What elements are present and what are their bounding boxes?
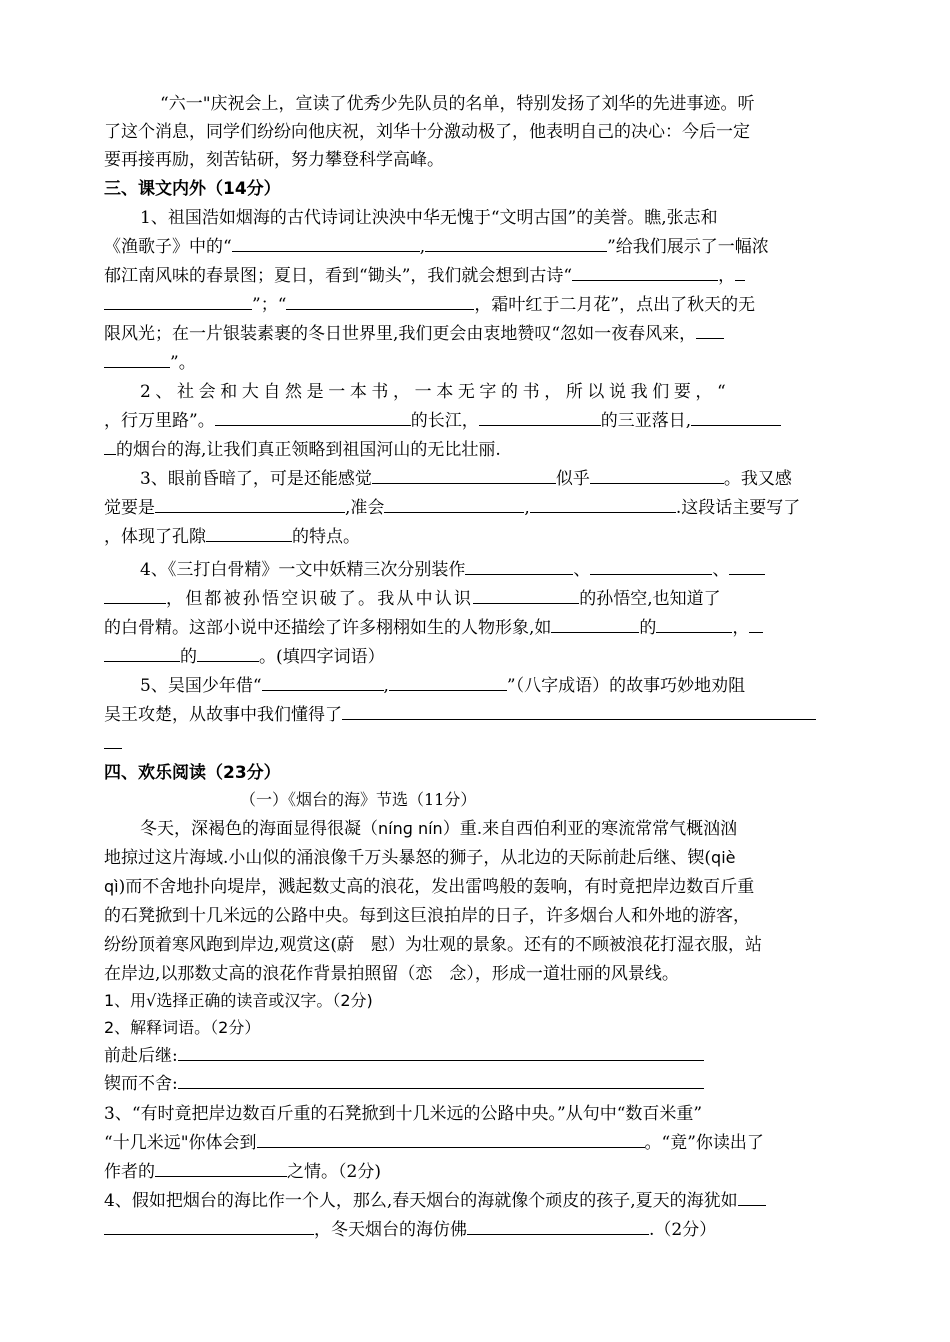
answer-blank[interactable]: [104, 731, 122, 749]
passage-line-4: 的石凳掀到十几米远的公路中央。每到这巨浪拍岸的日子，许多烟台人和外地的游客，: [104, 906, 750, 926]
q3-a-text-2: 似乎: [555, 469, 590, 489]
q1-b-text-2: ,: [419, 237, 426, 257]
answer-blank[interactable]: [286, 292, 474, 310]
answer-blank[interactable]: [389, 673, 507, 691]
passage-title: （一）《烟台的海》节选（11分）: [240, 790, 477, 809]
section-4-title: 四、欢乐阅读（23分）: [104, 763, 281, 783]
q3-a-text-3: 。我又感: [723, 469, 792, 489]
answer-blank[interactable]: [178, 1071, 704, 1089]
q1-e-text-1: 限风光；在一片银装素裹的冬日世界里,我们更会由衷地赞叹“忽如一夜春风来，: [104, 324, 697, 344]
q3-c-text-2: 的特点。: [292, 527, 360, 547]
q1-line-e: [104, 320, 724, 349]
answer-blank[interactable]: [104, 350, 170, 368]
answer-blank[interactable]: [572, 263, 718, 281]
q5-line-c: [104, 730, 122, 759]
section-3-title: 三、课文内外（14分）: [104, 179, 281, 199]
answer-blank[interactable]: [729, 557, 765, 575]
q1-d-text-1: ”；“: [252, 295, 287, 315]
q2-b-text-2: 的长江，: [410, 411, 479, 431]
q3-b-text-3: ,: [524, 498, 530, 518]
q4-c-text-2: 的: [639, 618, 657, 638]
q4-line-d: [104, 643, 385, 672]
answer-blank[interactable]: [104, 292, 252, 310]
q1-line-b: [104, 233, 769, 262]
answer-blank[interactable]: [155, 495, 345, 513]
answer-blank[interactable]: [215, 408, 411, 426]
reading-q1: 1、用√选择正确的读音或汉字。（2分): [104, 991, 373, 1010]
q3-text-2: 。“竟”你读出了: [644, 1133, 764, 1153]
passage-2-text: 地掠过这片海域.小山似的涌浪像千万头暴怒的狮子，从北边的天际前赴后继、锲(: [104, 848, 712, 868]
q4-text-3: .（2分）: [649, 1220, 717, 1240]
reading-q4-line-b: [104, 1216, 716, 1245]
intro-line-1: “六一"庆祝会上，宣读了优秀少先队员的名单，特别发扬了刘华的先进事迹。听: [160, 94, 755, 114]
q4-a-text-3: 、: [712, 560, 730, 580]
q5-b-text-1: 吴王攻楚，从故事中我们懂得了: [104, 705, 342, 725]
q3-line-b: [104, 494, 800, 523]
answer-blank[interactable]: [735, 263, 745, 281]
q1-line-a: 1、祖国浩如烟海的古代诗词让泱泱中华无愧于“文明古国”的美誉。瞧,张志和: [140, 208, 718, 228]
pinyin-option[interactable]: qì: [104, 877, 119, 896]
q3-text-1: “十几米远"你体会到: [104, 1133, 257, 1153]
q4-a-text-1: 4、《三打白骨精》一文中妖精三次分别装作: [140, 560, 466, 580]
reading-q2-line-b: [104, 1070, 704, 1099]
reading-q2-line-a: [104, 1042, 704, 1071]
q2-b-text-1: ，行万里路”。: [104, 411, 215, 431]
passage-3-text: )而不舍地扑向堤岸，溅起数丈高的浪花，发出雷鸣般的轰响，有时竟把岸边数百斤重: [118, 877, 755, 897]
answer-blank[interactable]: [590, 466, 724, 484]
q3-b-text-4: .这段话主要写了: [675, 498, 801, 518]
q1-b-text-3: ”给我们展示了一幅浓: [607, 237, 769, 257]
answer-blank[interactable]: [691, 408, 781, 426]
answer-blank[interactable]: [257, 1130, 645, 1148]
q3-text-4: 之情。（2分): [287, 1162, 381, 1182]
answer-blank[interactable]: [425, 234, 607, 252]
q2-line-b: [104, 407, 781, 436]
q3-b-text-1: 觉要是: [104, 498, 155, 518]
q5-a-text-1: 5、吴国少年借“: [140, 676, 262, 696]
answer-blank[interactable]: [465, 557, 573, 575]
reading-q3-line-b: [104, 1129, 764, 1158]
q5-line-a: [140, 672, 745, 701]
q5-a-text-2: ,: [383, 676, 389, 696]
q4-text-1: 4、假如把烟台的海比作一个人，那么,春天烟台的海就像个顽皮的孩子,夏天的海犹如: [104, 1191, 738, 1211]
passage-1-text-a: 冬天，深褐色的海面显得很凝（: [140, 819, 378, 839]
answer-blank[interactable]: [342, 702, 816, 720]
passage-1-text-b: ）重.来自西伯利亚的寒流常常气概汹汹: [442, 819, 738, 839]
q3-a-text-1: 3、眼前昏暗了，可是还能感觉: [140, 469, 372, 489]
answer-blank[interactable]: [696, 321, 724, 339]
term-label: 锲而不舍:: [104, 1074, 178, 1094]
q4-line-a: [140, 556, 765, 585]
q5-line-b: [104, 701, 816, 730]
answer-blank[interactable]: [155, 1159, 287, 1177]
q3-line-a: [140, 465, 792, 494]
q1-d-text-2: ，霜叶红于二月花”，点出了秋天的无: [474, 295, 756, 315]
passage-line-6: 在岸边,以那数丈高的浪花作背景拍照留（恋 念），形成一道壮丽的风景线。: [104, 964, 679, 984]
q5-a-text-3: ”（八字成语）的故事巧妙地劝阻: [506, 676, 746, 696]
term-label: 前赴后继:: [104, 1046, 178, 1066]
intro-line-3: 要再接再励，刻苦钻研，努力攀登科学高峰。: [104, 150, 444, 170]
answer-blank[interactable]: [473, 586, 579, 604]
q4-c-text-1: 的白骨精。这部小说中还描绘了许多栩栩如生的人物形象,如: [104, 618, 552, 638]
answer-blank[interactable]: [104, 437, 116, 455]
answer-blank[interactable]: [104, 644, 180, 662]
answer-blank[interactable]: [232, 234, 420, 252]
passage-line-3: [104, 873, 754, 902]
q1-line-c: [104, 262, 745, 291]
q3-c-text-1: ，体现了孔隙: [104, 527, 206, 547]
q3-line-c: [104, 523, 360, 552]
q2-c-text-1: 的烟台的海,让我们真正领略到祖国河山的无比壮丽.: [116, 440, 501, 460]
reading-q4-line-a: [104, 1187, 766, 1216]
q4-c-text-3: ，: [732, 618, 750, 638]
pinyin-option[interactable]: qiè: [711, 848, 736, 867]
q1-line-d: [104, 291, 755, 320]
q2-b-text-3: 的三亚落日,: [600, 411, 692, 431]
intro-line-2: 了这个消息，同学们纷纷向他庆祝，刘华十分激动极了，他表明自己的决心：今后一定: [104, 122, 750, 142]
q1-f-text-1: ”。: [170, 353, 196, 373]
reading-q3-line-c: [104, 1158, 381, 1187]
answer-blank[interactable]: [467, 1217, 649, 1235]
q1-c-text-1: 郁江南风味的春景图；夏日，看到“锄头”，我们就会想到古诗“: [104, 266, 573, 286]
answer-blank[interactable]: [178, 1043, 704, 1061]
answer-blank[interactable]: [738, 1188, 766, 1206]
q1-b-text-1: 《渔歌子》中的“: [104, 237, 232, 257]
q4-text-2: ，冬天烟台的海仿佛: [314, 1220, 467, 1240]
q4-line-c: [104, 614, 763, 643]
q1-line-f: [104, 349, 196, 378]
passage-line-1: [140, 815, 737, 844]
answer-blank[interactable]: [656, 615, 732, 633]
answer-blank[interactable]: [530, 495, 676, 513]
answer-blank[interactable]: [104, 1217, 314, 1235]
answer-blank[interactable]: [197, 644, 259, 662]
q4-b-text-1: ，但都被孙悟空识破了。我从中认识: [166, 589, 474, 609]
q4-line-b: [104, 585, 721, 614]
q2-line-c: [104, 436, 501, 465]
q4-d-text-1: 的: [180, 647, 197, 667]
answer-blank[interactable]: [262, 673, 384, 691]
q4-a-text-2: 、: [573, 560, 591, 580]
answer-blank[interactable]: [104, 586, 166, 604]
answer-blank[interactable]: [590, 557, 712, 575]
pinyin-option[interactable]: nínɡ nín: [378, 819, 443, 838]
q2-line-a: 2、社会和大自然是一本书，一本无字的书，所以说我们要，“: [140, 382, 731, 402]
reading-q3-line-a: 3、“有时竟把岸边数百斤重的石凳掀到十几米远的公路中央。”从句中“数百米重”: [104, 1104, 703, 1124]
reading-q2: 2、解释词语。（2分）: [104, 1018, 261, 1037]
q1-c-text-2: ，: [718, 266, 736, 286]
passage-line-2: [104, 844, 736, 873]
answer-blank[interactable]: [479, 408, 601, 426]
answer-blank[interactable]: [372, 466, 556, 484]
q3-b-text-2: ,准会: [345, 498, 385, 518]
passage-line-5: 纷纷顶着寒风跑到岸边,观赏这(蔚 慰）为壮观的景象。还有的不顾被浪花打湿衣服，站: [104, 935, 763, 955]
answer-blank[interactable]: [384, 495, 524, 513]
q4-d-text-2: 。(填四字词语）: [259, 647, 385, 667]
q4-b-text-2: 的孙悟空,也知道了: [579, 589, 721, 609]
answer-blank[interactable]: [206, 524, 292, 542]
answer-blank[interactable]: [551, 615, 639, 633]
q3-text-3: 作者的: [104, 1162, 155, 1182]
answer-blank[interactable]: [749, 615, 763, 633]
